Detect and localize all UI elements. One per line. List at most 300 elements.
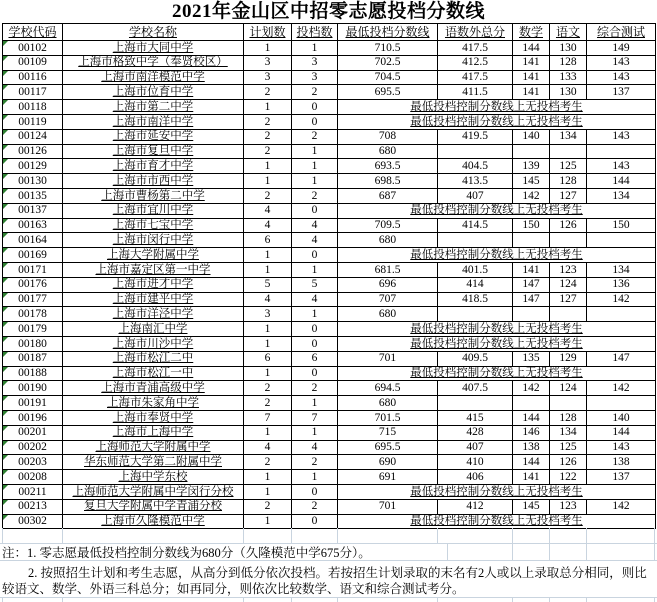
cell-chinese[interactable]: 133 <box>550 70 587 85</box>
cell-math[interactable]: 150 <box>513 218 550 233</box>
column-header-0[interactable]: 学校代码 <box>3 24 63 41</box>
cell-school-name[interactable]: 上海中学东校 <box>63 470 244 485</box>
cell-comprehensive[interactable]: 138 <box>587 455 656 470</box>
cell-subject-total[interactable]: 407.5 <box>438 381 513 396</box>
cell-math[interactable]: 142 <box>513 381 550 396</box>
cell-math[interactable] <box>513 233 550 248</box>
cell-min-score[interactable]: 680 <box>338 233 438 248</box>
cell-math[interactable]: 140 <box>513 129 550 144</box>
cell-school-name[interactable]: 上海市进才中学 <box>63 277 244 292</box>
cell-chinese[interactable]: 128 <box>550 174 587 189</box>
error-indicator-triangle-icon <box>3 515 8 520</box>
cell-comprehensive[interactable]: 143 <box>587 159 656 174</box>
cell-school-code[interactable]: 00171 <box>3 262 63 277</box>
cell-min-score[interactable]: 709.5 <box>338 218 438 233</box>
cell-chinese[interactable]: 127 <box>550 292 587 307</box>
error-indicator-triangle-icon <box>3 41 8 46</box>
cell-subject-total[interactable]: 413.5 <box>438 174 513 189</box>
column-header-3[interactable]: 投档数 <box>292 24 338 41</box>
cell-math[interactable]: 144 <box>513 41 550 56</box>
cell-plan-count[interactable]: 1 <box>244 366 292 381</box>
cell-filed-count[interactable]: 1 <box>292 262 338 277</box>
cell-school-code[interactable]: 00129 <box>3 159 63 174</box>
cell-chinese[interactable]: 123 <box>550 499 587 514</box>
cell-filed-count[interactable]: 4 <box>292 218 338 233</box>
cell-school-name[interactable]: 上海市松江一中 <box>63 366 244 381</box>
cell-no-candidate[interactable]: 最低投档控制分数线上无投档考生 <box>338 100 656 115</box>
cell-school-code[interactable]: 00124 <box>3 129 63 144</box>
cell-subject-total[interactable]: 407 <box>438 440 513 455</box>
cell-min-score[interactable]: 698.5 <box>338 174 438 189</box>
cell-plan-count[interactable]: 4 <box>244 203 292 218</box>
cell-min-score[interactable]: 701 <box>338 499 438 514</box>
cell-subject-total[interactable]: 412 <box>438 499 513 514</box>
column-header-5[interactable]: 语数外总分 <box>438 24 513 41</box>
cell-school-code[interactable]: 00169 <box>3 248 63 263</box>
cell-comprehensive[interactable]: 134 <box>587 262 656 277</box>
cell-min-score[interactable]: 701 <box>338 351 438 366</box>
cell-school-code[interactable]: 00208 <box>3 470 63 485</box>
cell-school-name[interactable]: 上海市曹杨第二中学 <box>63 188 244 203</box>
cell-plan-count[interactable]: 1 <box>244 336 292 351</box>
table-row <box>3 499 656 514</box>
cell-school-name[interactable]: 上海市第二中学 <box>63 100 244 115</box>
cell-min-score[interactable]: 696 <box>338 277 438 292</box>
cell-school-name[interactable]: 上海市朱家角中学 <box>63 396 244 411</box>
cell-school-code[interactable]: 00187 <box>3 351 63 366</box>
cell-no-candidate[interactable]: 最低投档控制分数线上无投档考生 <box>338 248 656 263</box>
cell-plan-count[interactable]: 1 <box>244 100 292 115</box>
cell-plan-count[interactable]: 2 <box>244 455 292 470</box>
cell-comprehensive[interactable]: 143 <box>587 129 656 144</box>
cell-min-score[interactable]: 701.5 <box>338 410 438 425</box>
cell-school-name[interactable]: 复旦大学附属中学青浦分校 <box>63 499 244 514</box>
cell-comprehensive[interactable]: 142 <box>587 292 656 307</box>
cell-min-score[interactable]: 715 <box>338 425 438 440</box>
cell-subject-total[interactable] <box>438 396 513 411</box>
cell-school-code[interactable]: 00177 <box>3 292 63 307</box>
cell-school-code[interactable]: 00163 <box>3 218 63 233</box>
cell-comprehensive[interactable] <box>587 144 656 159</box>
cell-school-code[interactable]: 00109 <box>3 55 63 70</box>
cell-math[interactable]: 144 <box>513 410 550 425</box>
cell-min-score[interactable]: 680 <box>338 396 438 411</box>
cell-plan-count[interactable]: 1 <box>244 262 292 277</box>
cell-chinese[interactable]: 129 <box>550 351 587 366</box>
cell-filed-count[interactable]: 0 <box>292 100 338 115</box>
cell-min-score[interactable]: 708 <box>338 129 438 144</box>
error-indicator-triangle-icon <box>3 470 8 475</box>
cell-math[interactable]: 146 <box>513 425 550 440</box>
cell-chinese[interactable]: 128 <box>550 410 587 425</box>
cell-no-candidate[interactable]: 最低投档控制分数线上无投档考生 <box>338 203 656 218</box>
cell-school-name[interactable]: 上海市位育中学 <box>63 85 244 100</box>
cell-min-score[interactable]: 681.5 <box>338 262 438 277</box>
cell-chinese[interactable]: 125 <box>550 159 587 174</box>
cell-filed-count[interactable]: 2 <box>292 85 338 100</box>
cell-chinese[interactable]: 122 <box>550 470 587 485</box>
cell-school-name[interactable]: 上海南汇中学 <box>63 322 244 337</box>
cell-school-code[interactable]: 00176 <box>3 277 63 292</box>
cell-chinese[interactable]: 134 <box>550 425 587 440</box>
column-header-2[interactable]: 计划数 <box>244 24 292 41</box>
cell-school-code[interactable]: 00117 <box>3 85 63 100</box>
cell-math[interactable]: 142 <box>513 188 550 203</box>
cell-chinese[interactable]: 127 <box>550 188 587 203</box>
cell-school-name[interactable]: 上海市久隆模范中学 <box>63 514 244 529</box>
cell-subject-total[interactable]: 406 <box>438 470 513 485</box>
cell-school-name[interactable]: 上海市市西中学 <box>63 174 244 189</box>
cell-school-code[interactable]: 00302 <box>3 514 63 529</box>
cell-school-code[interactable]: 00126 <box>3 144 63 159</box>
cell-subject-total[interactable]: 411.5 <box>438 85 513 100</box>
cell-school-code[interactable]: 00178 <box>3 307 63 322</box>
table-row <box>3 100 656 115</box>
cell-subject-total[interactable]: 401.5 <box>438 262 513 277</box>
cell-school-code[interactable]: 00179 <box>3 322 63 337</box>
cell-filed-count[interactable]: 0 <box>292 114 338 129</box>
cell-math[interactable]: 147 <box>513 277 550 292</box>
cell-filed-count[interactable]: 0 <box>292 248 338 263</box>
cell-plan-count[interactable]: 1 <box>244 484 292 499</box>
cell-min-score[interactable]: 693.5 <box>338 159 438 174</box>
cell-plan-count[interactable]: 5 <box>244 277 292 292</box>
column-header-6[interactable]: 数学 <box>513 24 550 41</box>
cell-school-name[interactable]: 上海市南洋模范中学 <box>63 70 244 85</box>
cell-comprehensive[interactable]: 147 <box>587 351 656 366</box>
cell-school-name[interactable]: 上海市闵行中学 <box>63 233 244 248</box>
cell-filed-count[interactable]: 1 <box>292 41 338 56</box>
table-row <box>3 55 656 70</box>
cell-comprehensive[interactable]: 142 <box>587 499 656 514</box>
cell-comprehensive[interactable]: 144 <box>587 174 656 189</box>
cell-school-code[interactable]: 00213 <box>3 499 63 514</box>
cell-math[interactable]: 141 <box>513 262 550 277</box>
cell-school-name[interactable]: 上海市洋泾中学 <box>63 307 244 322</box>
cell-filed-count[interactable]: 1 <box>292 144 338 159</box>
cell-plan-count[interactable]: 1 <box>244 322 292 337</box>
cell-comprehensive[interactable] <box>587 233 656 248</box>
cell-math[interactable]: 139 <box>513 159 550 174</box>
cell-plan-count[interactable]: 1 <box>244 425 292 440</box>
cell-school-name[interactable]: 上海师范大学附属中学 <box>63 440 244 455</box>
cell-school-name[interactable]: 上海市宜川中学 <box>63 203 244 218</box>
cell-chinese[interactable] <box>550 396 587 411</box>
cell-school-code[interactable]: 00196 <box>3 410 63 425</box>
cell-school-code[interactable]: 00119 <box>3 114 63 129</box>
cell-subject-total[interactable]: 428 <box>438 425 513 440</box>
cell-chinese[interactable]: 126 <box>550 218 587 233</box>
cell-school-code[interactable]: 00202 <box>3 440 63 455</box>
cell-min-score[interactable]: 694.5 <box>338 381 438 396</box>
cell-plan-count[interactable]: 1 <box>244 514 292 529</box>
table-row <box>3 484 656 499</box>
cell-plan-count[interactable]: 6 <box>244 233 292 248</box>
cell-plan-count[interactable]: 1 <box>244 174 292 189</box>
cell-chinese[interactable]: 124 <box>550 277 587 292</box>
cell-chinese[interactable]: 125 <box>550 440 587 455</box>
cell-comprehensive[interactable]: 136 <box>587 277 656 292</box>
cell-subject-total[interactable] <box>438 233 513 248</box>
cell-filed-count[interactable]: 4 <box>292 440 338 455</box>
cell-no-candidate[interactable]: 最低投档控制分数线上无投档考生 <box>338 366 656 381</box>
table-row <box>3 336 656 351</box>
cell-school-code[interactable]: 00116 <box>3 70 63 85</box>
column-header-8[interactable]: 综合测试 <box>587 24 656 41</box>
cell-chinese[interactable]: 124 <box>550 381 587 396</box>
cell-chinese[interactable]: 126 <box>550 455 587 470</box>
cell-school-name[interactable]: 上海市格致中学（奉贤校区） <box>63 55 244 70</box>
cell-school-name[interactable]: 上海市嘉定区第一中学 <box>63 262 244 277</box>
cell-plan-count[interactable]: 3 <box>244 55 292 70</box>
column-header-4[interactable]: 最低投档分数线 <box>338 24 438 41</box>
cell-comprehensive[interactable]: 143 <box>587 55 656 70</box>
cell-plan-count[interactable]: 1 <box>244 41 292 56</box>
cell-plan-count[interactable]: 3 <box>244 307 292 322</box>
cell-plan-count[interactable]: 2 <box>244 499 292 514</box>
cell-school-name[interactable]: 上海市七宝中学 <box>63 218 244 233</box>
cell-min-score[interactable]: 707 <box>338 292 438 307</box>
cell-comprehensive[interactable]: 143 <box>587 440 656 455</box>
cell-plan-count[interactable]: 1 <box>244 159 292 174</box>
error-indicator-triangle-icon <box>3 278 8 283</box>
cell-subject-total[interactable]: 419.5 <box>438 129 513 144</box>
cell-math[interactable] <box>513 144 550 159</box>
cell-school-code[interactable]: 00137 <box>3 203 63 218</box>
cell-filed-count[interactable]: 2 <box>292 188 338 203</box>
cell-filed-count[interactable]: 4 <box>292 292 338 307</box>
cell-plan-count[interactable]: 2 <box>244 381 292 396</box>
cell-min-score[interactable]: 691 <box>338 470 438 485</box>
cell-chinese[interactable]: 130 <box>550 41 587 56</box>
cell-min-score[interactable]: 680 <box>338 144 438 159</box>
cell-math[interactable]: 147 <box>513 292 550 307</box>
cell-school-name[interactable]: 华东师范大学第二附属中学 <box>63 455 244 470</box>
cell-school-name[interactable]: 上海市大同中学 <box>63 41 244 56</box>
cell-chinese[interactable] <box>550 233 587 248</box>
cell-school-code[interactable]: 00201 <box>3 425 63 440</box>
cell-chinese[interactable]: 128 <box>550 55 587 70</box>
cell-plan-count[interactable]: 2 <box>244 114 292 129</box>
cell-subject-total[interactable]: 407 <box>438 188 513 203</box>
cell-filed-count[interactable]: 1 <box>292 174 338 189</box>
cell-school-code[interactable]: 00118 <box>3 100 63 115</box>
cell-min-score[interactable]: 702.5 <box>338 55 438 70</box>
cell-subject-total[interactable]: 414.5 <box>438 218 513 233</box>
cell-comprehensive[interactable]: 143 <box>587 70 656 85</box>
cell-no-candidate[interactable]: 最低投档控制分数线上无投档考生 <box>338 114 656 129</box>
error-indicator-triangle-icon <box>3 381 8 386</box>
cell-filed-count[interactable]: 3 <box>292 70 338 85</box>
cell-plan-count[interactable]: 1 <box>244 470 292 485</box>
cell-school-name[interactable]: 上海市奉贤中学 <box>63 410 244 425</box>
cell-math[interactable] <box>513 396 550 411</box>
cell-school-name[interactable]: 上海大学附属中学 <box>63 248 244 263</box>
cell-min-score[interactable]: 704.5 <box>338 70 438 85</box>
cell-math[interactable]: 141 <box>513 85 550 100</box>
cell-subject-total[interactable]: 412.5 <box>438 55 513 70</box>
cell-subject-total[interactable]: 410 <box>438 455 513 470</box>
cell-chinese[interactable] <box>550 307 587 322</box>
table-row <box>3 514 656 529</box>
cell-plan-count[interactable]: 2 <box>244 129 292 144</box>
table-row <box>3 322 656 337</box>
cell-comprehensive[interactable]: 142 <box>587 381 656 396</box>
cell-school-name[interactable]: 上海市松江二中 <box>63 351 244 366</box>
cell-math[interactable] <box>513 307 550 322</box>
cell-filed-count[interactable]: 6 <box>292 351 338 366</box>
cell-school-code[interactable]: 00203 <box>3 455 63 470</box>
cell-school-code[interactable]: 00180 <box>3 336 63 351</box>
table-row <box>3 129 656 144</box>
cell-filed-count[interactable]: 0 <box>292 366 338 381</box>
cell-filed-count[interactable]: 1 <box>292 470 338 485</box>
cell-filed-count[interactable]: 7 <box>292 410 338 425</box>
cell-comprehensive[interactable]: 144 <box>587 425 656 440</box>
error-indicator-triangle-icon <box>3 248 8 253</box>
cell-math[interactable]: 135 <box>513 351 550 366</box>
cell-min-score[interactable]: 687 <box>338 188 438 203</box>
cell-no-candidate[interactable]: 最低投档控制分数线上无投档考生 <box>338 322 656 337</box>
cell-filed-count[interactable]: 2 <box>292 455 338 470</box>
cell-no-candidate[interactable]: 最低投档控制分数线上无投档考生 <box>338 336 656 351</box>
cell-school-name[interactable]: 上海市延安中学 <box>63 129 244 144</box>
cell-school-code[interactable]: 00164 <box>3 233 63 248</box>
cell-plan-count[interactable]: 1 <box>244 248 292 263</box>
gridline-vertical <box>512 528 513 543</box>
note-1: 注：1. 零志愿最低投档控制分数线为680分（久隆模范中学675分）。 <box>2 546 371 560</box>
cell-school-code[interactable]: 00211 <box>3 484 63 499</box>
cell-comprehensive[interactable]: 137 <box>587 470 656 485</box>
table-row <box>3 292 656 307</box>
cell-school-name[interactable]: 上海市复旦中学 <box>63 144 244 159</box>
cell-filed-count[interactable]: 0 <box>292 336 338 351</box>
cell-math[interactable]: 141 <box>513 70 550 85</box>
cell-math[interactable]: 141 <box>513 470 550 485</box>
cell-filed-count[interactable]: 1 <box>292 425 338 440</box>
cell-plan-count[interactable]: 2 <box>244 396 292 411</box>
cell-filed-count[interactable]: 0 <box>292 484 338 499</box>
cell-min-score[interactable]: 710.5 <box>338 41 438 56</box>
gridline-vertical <box>512 598 513 602</box>
cell-math[interactable]: 138 <box>513 440 550 455</box>
cell-comprehensive[interactable]: 149 <box>587 41 656 56</box>
cell-school-code[interactable]: 00135 <box>3 188 63 203</box>
cell-school-name[interactable]: 上海市建平中学 <box>63 292 244 307</box>
cell-math[interactable]: 145 <box>513 499 550 514</box>
cell-plan-count[interactable]: 3 <box>244 70 292 85</box>
cell-subject-total[interactable] <box>438 307 513 322</box>
cell-chinese[interactable]: 130 <box>550 85 587 100</box>
cell-school-name[interactable]: 上海市川沙中学 <box>63 336 244 351</box>
cell-school-name[interactable]: 上海市育才中学 <box>63 159 244 174</box>
cell-comprehensive[interactable] <box>587 307 656 322</box>
cell-comprehensive[interactable]: 134 <box>587 188 656 203</box>
cell-subject-total[interactable]: 418.5 <box>438 292 513 307</box>
column-header-7[interactable]: 语文 <box>550 24 587 41</box>
cell-plan-count[interactable]: 4 <box>244 440 292 455</box>
cell-filed-count[interactable]: 1 <box>292 159 338 174</box>
cell-min-score[interactable]: 690 <box>338 455 438 470</box>
cell-comprehensive[interactable]: 140 <box>587 410 656 425</box>
column-header-1[interactable]: 学校名称 <box>63 24 244 41</box>
cell-subject-total[interactable]: 417.5 <box>438 70 513 85</box>
cell-filed-count[interactable]: 2 <box>292 499 338 514</box>
cell-no-candidate[interactable]: 最低投档控制分数线上无投档考生 <box>338 484 656 499</box>
cell-filed-count[interactable]: 2 <box>292 381 338 396</box>
cell-filed-count[interactable]: 1 <box>292 307 338 322</box>
cell-plan-count[interactable]: 2 <box>244 85 292 100</box>
cell-no-candidate[interactable]: 最低投档控制分数线上无投档考生 <box>338 514 656 529</box>
cell-subject-total[interactable]: 415 <box>438 410 513 425</box>
cell-subject-total[interactable]: 409.5 <box>438 351 513 366</box>
cell-filed-count[interactable]: 5 <box>292 277 338 292</box>
cell-school-code[interactable]: 00188 <box>3 366 63 381</box>
cell-school-code[interactable]: 00190 <box>3 381 63 396</box>
cell-min-score[interactable]: 680 <box>338 307 438 322</box>
cell-school-code[interactable]: 00191 <box>3 396 63 411</box>
cell-min-score[interactable]: 695.5 <box>338 85 438 100</box>
cell-subject-total[interactable] <box>438 144 513 159</box>
cell-filed-count[interactable]: 2 <box>292 129 338 144</box>
cell-subject-total[interactable]: 414 <box>438 277 513 292</box>
cell-plan-count[interactable]: 4 <box>244 292 292 307</box>
cell-plan-count[interactable]: 4 <box>244 218 292 233</box>
cell-filed-count[interactable]: 0 <box>292 203 338 218</box>
cell-chinese[interactable]: 123 <box>550 262 587 277</box>
cell-school-name[interactable]: 上海市青浦高级中学 <box>63 381 244 396</box>
error-indicator-triangle-icon <box>3 56 8 61</box>
gridline-horizontal <box>0 543 657 544</box>
cell-school-code[interactable]: 00130 <box>3 174 63 189</box>
gridline-vertical <box>243 598 244 602</box>
cell-filed-count[interactable]: 1 <box>292 396 338 411</box>
table-row <box>3 203 656 218</box>
cell-filed-count[interactable]: 0 <box>292 514 338 529</box>
table-row <box>3 41 656 56</box>
error-indicator-triangle-icon <box>3 100 8 105</box>
error-indicator-triangle-icon <box>3 485 8 490</box>
cell-filed-count[interactable]: 3 <box>292 55 338 70</box>
cell-chinese[interactable]: 134 <box>550 129 587 144</box>
cell-plan-count[interactable]: 2 <box>244 144 292 159</box>
cell-plan-count[interactable]: 2 <box>244 188 292 203</box>
cell-plan-count[interactable]: 6 <box>244 351 292 366</box>
cell-school-name[interactable]: 上海市上海中学 <box>63 425 244 440</box>
cell-filed-count[interactable]: 4 <box>292 233 338 248</box>
cell-plan-count[interactable]: 7 <box>244 410 292 425</box>
table-row <box>3 396 656 411</box>
cell-math[interactable]: 144 <box>513 455 550 470</box>
error-indicator-triangle-icon <box>3 189 8 194</box>
cell-comprehensive[interactable]: 150 <box>587 218 656 233</box>
gridline-vertical <box>512 544 513 560</box>
cell-min-score[interactable]: 695.5 <box>338 440 438 455</box>
cell-math[interactable]: 141 <box>513 55 550 70</box>
error-indicator-triangle-icon <box>3 322 8 327</box>
cell-math[interactable]: 145 <box>513 174 550 189</box>
cell-comprehensive[interactable] <box>587 396 656 411</box>
cell-chinese[interactable] <box>550 144 587 159</box>
cell-filed-count[interactable]: 0 <box>292 322 338 337</box>
table-row <box>3 470 656 485</box>
cell-school-name[interactable]: 上海师范大学附属中学闵行分校 <box>63 484 244 499</box>
cell-comprehensive[interactable]: 137 <box>587 85 656 100</box>
cell-school-code[interactable]: 00102 <box>3 41 63 56</box>
cell-subject-total[interactable]: 404.5 <box>438 159 513 174</box>
cell-subject-total[interactable]: 417.5 <box>438 41 513 56</box>
cell-school-name[interactable]: 上海市南洋中学 <box>63 114 244 129</box>
